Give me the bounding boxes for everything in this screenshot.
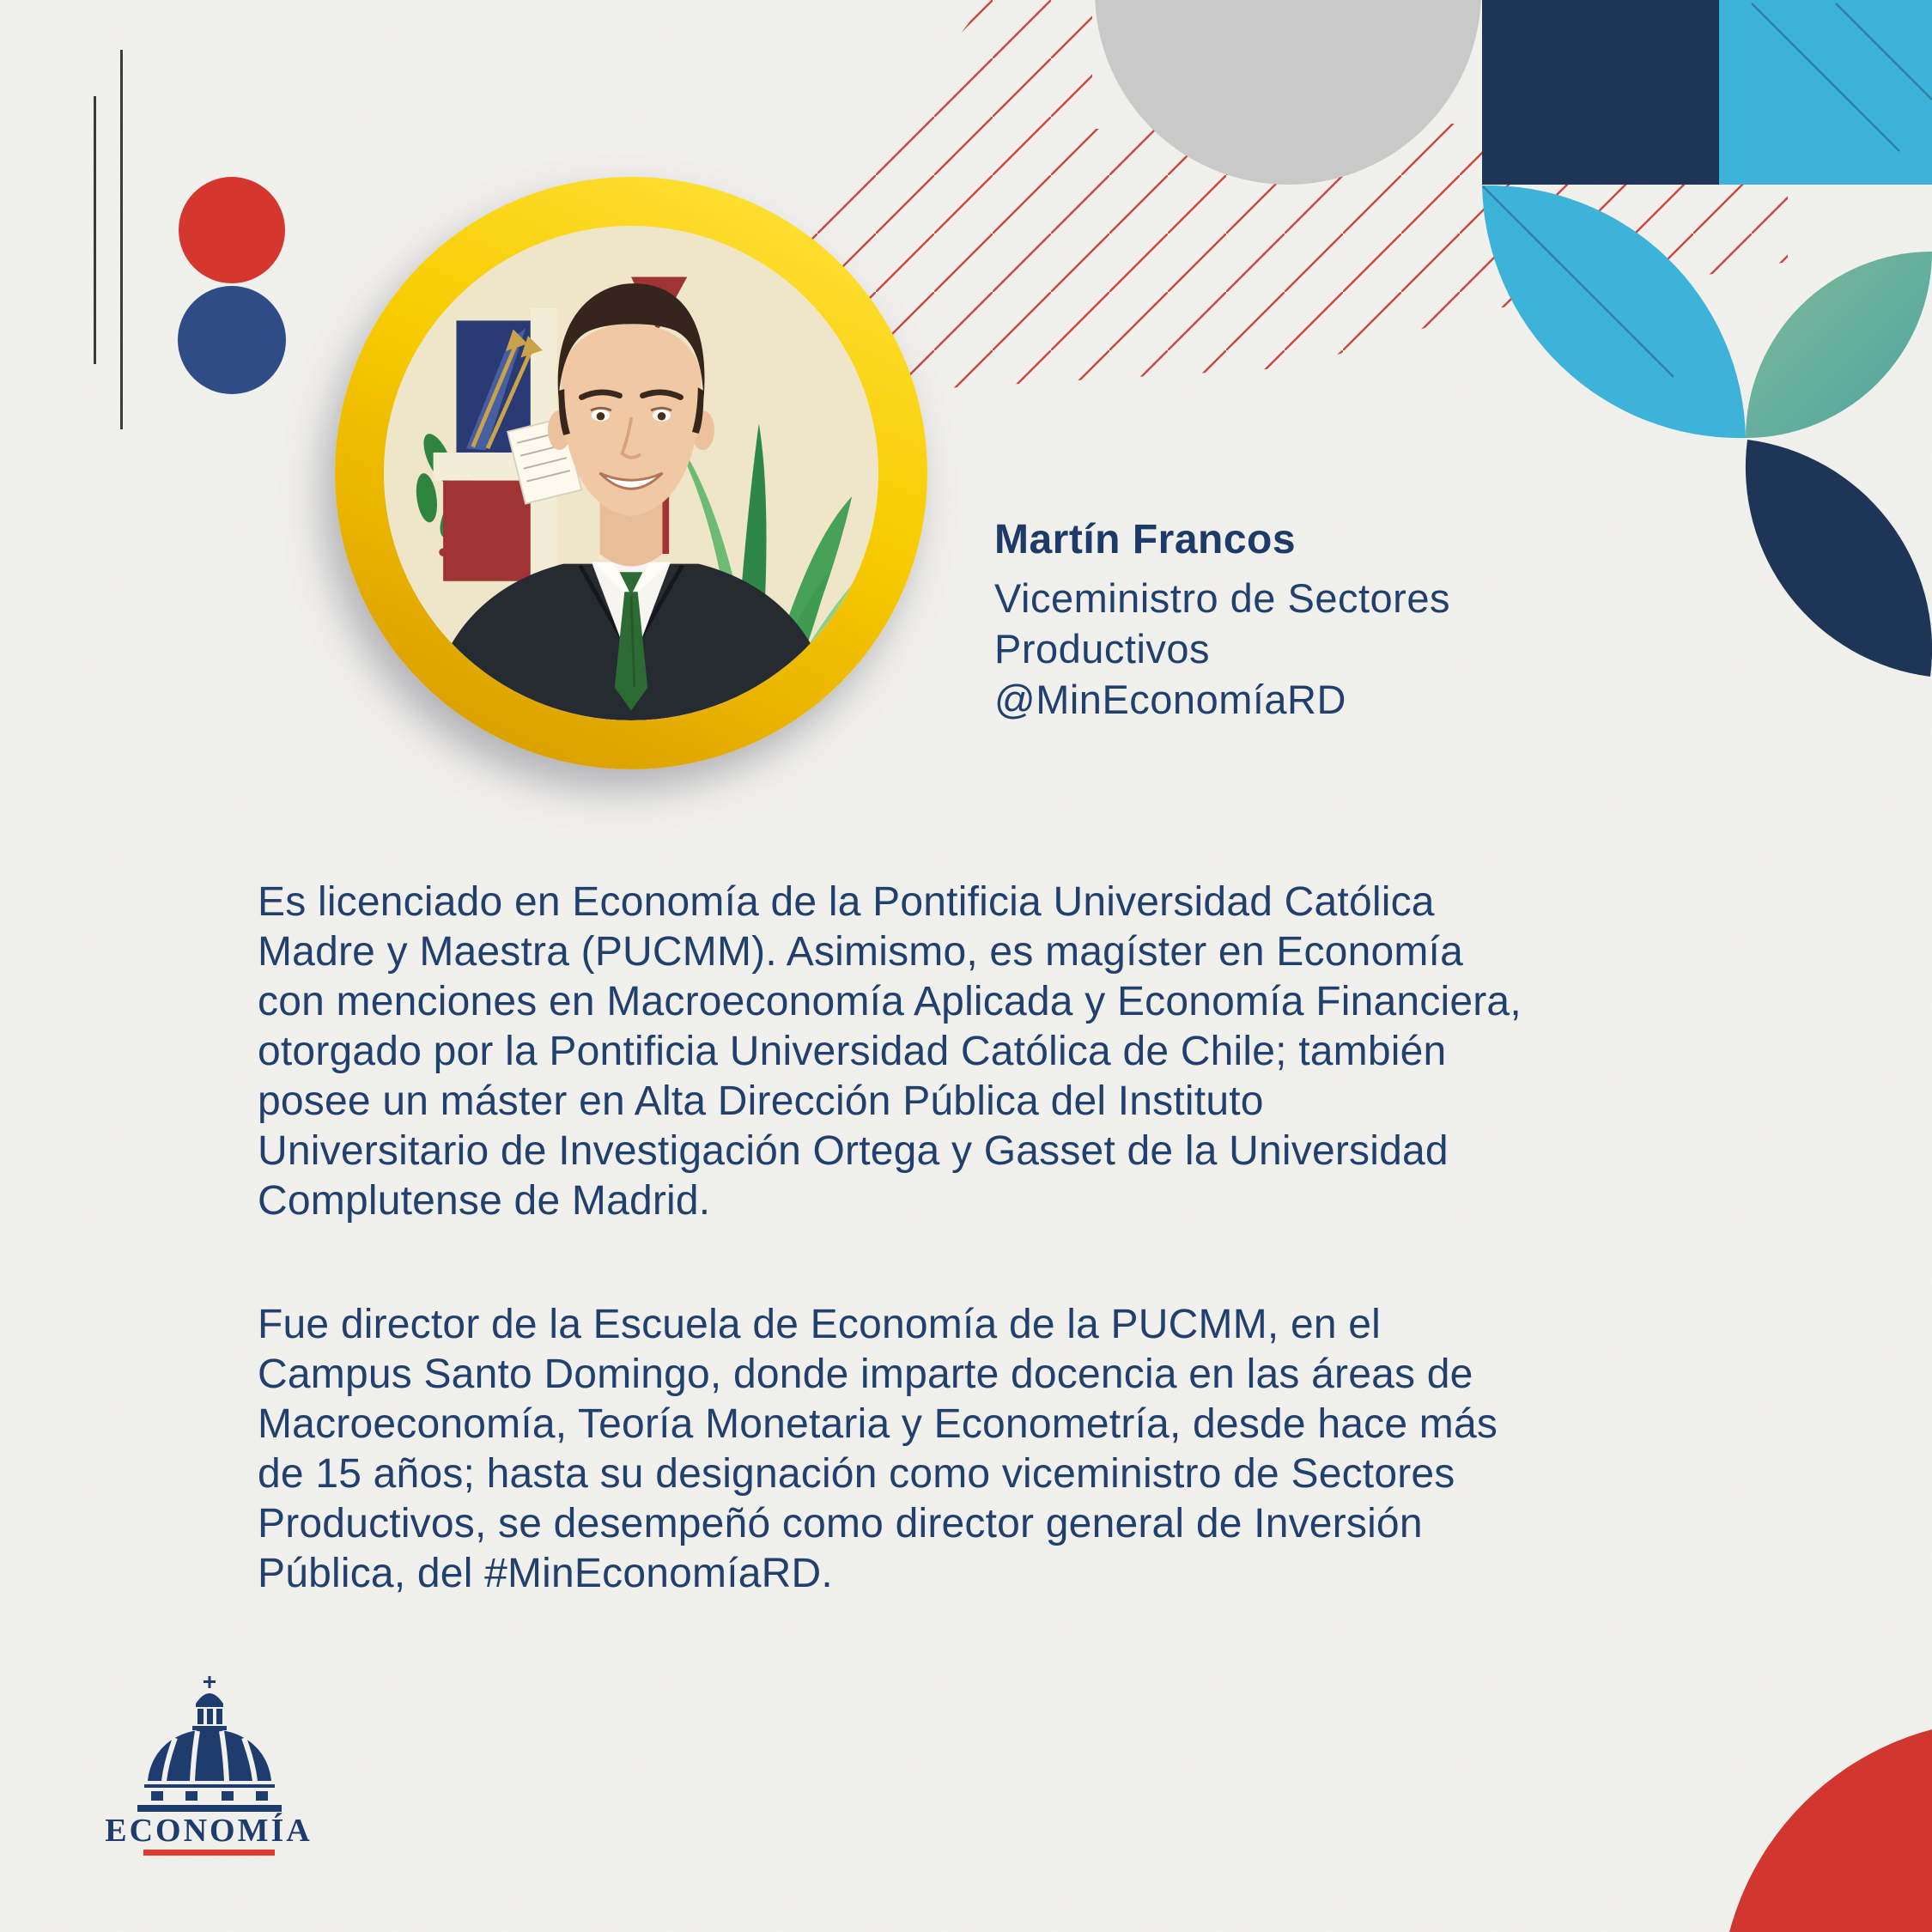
logo-red-underline [143, 1850, 275, 1856]
person-name: Martín Francos [994, 517, 1297, 562]
bio-line: Universitario de Investigación Ortega y Gasset de la Universidad [258, 1128, 1449, 1174]
bio-line: Es licenciado en Economía de la Pontificia Universidad Católica [258, 879, 1435, 925]
bio-line: Madre y Maestra (PUCMM). Asimismo, es magíster en Economía [258, 929, 1463, 975]
bio-line: posee un máster en Alta Dirección Pública del Instituto [258, 1078, 1264, 1124]
portrait-photo [384, 226, 878, 720]
portrait-illustration [384, 226, 878, 720]
bio-line: Campus Santo Domingo, donde imparte docencia en las áreas de [258, 1352, 1473, 1397]
capitol-dome-icon [101, 1674, 316, 1812]
cyan-square [1719, 0, 1932, 185]
teal-petal [1746, 252, 1932, 438]
ministry-wordmark: ECONOMÍA [105, 1813, 313, 1849]
portrait-yellow-ring [335, 177, 927, 769]
bio-line: Fue director de la Escuela de Economía de la PUCMM, en el [258, 1302, 1382, 1347]
bio-line: Pública, del #MinEconomíaRD. [258, 1551, 833, 1596]
profile-block [994, 515, 1450, 725]
bio-line: con menciones en Macroeconomía Aplicada y Economía Financiera, [258, 979, 1522, 1024]
bio-paragraph-1 [258, 878, 1522, 1226]
bio-line: Productivos, se desempeñó como director general de Inversión [258, 1501, 1423, 1546]
ministry-handle: @MinEconomíaRD [994, 677, 1346, 722]
bio-line: de 15 años; hasta su designación como viceministro de Sectores [258, 1451, 1455, 1497]
red-corner-circle [1720, 1720, 1932, 1932]
person-title-line1: Viceministro de Sectores [994, 575, 1450, 621]
red-dot [179, 177, 285, 283]
bio-line: otorgado por la Pontificia Universidad Católica de Chile; también [258, 1029, 1447, 1074]
blue-dot [178, 286, 286, 394]
bio-line: Macroeconomía, Teoría Monetaria y Econometría, desde hace más [258, 1401, 1498, 1447]
vertical-accent-line-short [94, 96, 96, 364]
bio-paragraph-2 [258, 1300, 1498, 1599]
navy-square [1482, 0, 1719, 185]
vertical-accent-line-long [120, 50, 123, 429]
navy-petal [1746, 440, 1932, 677]
person-title-line2: Productivos [994, 626, 1211, 671]
bio-line: Complutense de Madrid. [258, 1178, 711, 1224]
